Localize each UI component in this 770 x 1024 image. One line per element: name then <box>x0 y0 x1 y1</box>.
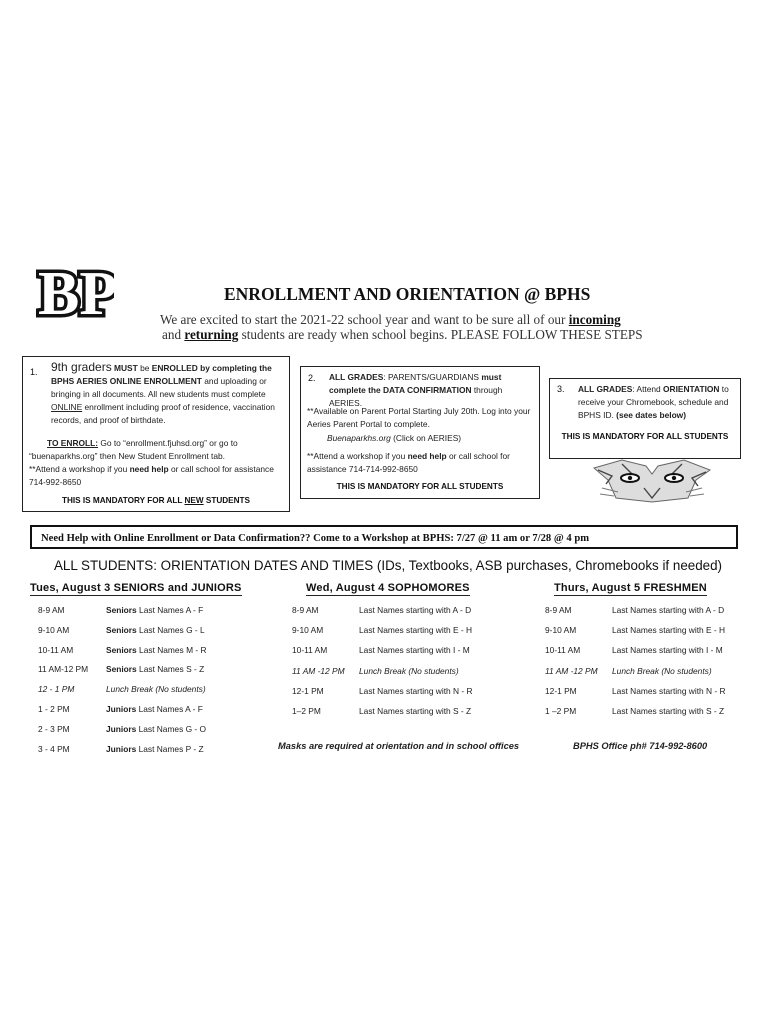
step2-portal: **Available on Parent Portal Starting July 20th. Log into your Aeries Parent Portal to complete. <box>307 406 531 429</box>
step1-online: ONLINE <box>51 402 83 412</box>
schedule-names: Lunch Break (No students) <box>106 684 206 695</box>
step1-enrolled: ENROLLED by completing the BPHS AERIES ONLINE ENROLLMENT <box>51 363 272 386</box>
step3-number: 3. <box>557 384 565 394</box>
office-phone: BPHS Office ph# 714-992-8600 <box>573 741 708 751</box>
step3-text-a: : Attend <box>632 384 664 394</box>
schedule-time: 11 AM -12 PM <box>292 665 345 676</box>
intro-returning: returning <box>184 327 239 342</box>
wolf-eyes-icon <box>592 458 712 504</box>
step2-site <box>327 432 461 445</box>
schedule-desc <box>106 724 206 734</box>
schedule-class: Juniors <box>106 743 137 754</box>
step1-mand-a: THIS IS MANDATORY FOR ALL <box>61 496 185 505</box>
bp-monogram-logo <box>36 264 114 348</box>
step2-site-note: (Click on AERIES) <box>390 433 462 443</box>
step2-workshop-a: **Attend a workshop if you <box>307 451 408 461</box>
step1-body <box>51 361 283 427</box>
schedule-names: Last Names G - L <box>136 624 205 635</box>
step2-all-grades: ALL GRADES <box>329 372 384 382</box>
step2-text-a: : PARENTS/GUARDIANS <box>383 372 482 382</box>
schedule-time: 8-9 AM <box>38 605 65 615</box>
step1-workshop-c: or call school for assistance 714-992-8650 <box>29 464 274 487</box>
schedule-desc <box>106 744 204 754</box>
logo-letter-b: BP <box>38 264 114 328</box>
step1-mandatory <box>23 496 289 505</box>
schedule-names: Last Names starting with S - Z <box>612 706 725 716</box>
schedule-time: 9-10 AM <box>292 625 324 636</box>
step2-box <box>300 366 540 499</box>
schedule-names: Last Names starting with S - Z <box>359 706 472 716</box>
schedule-names: Lunch Break (No students) <box>612 665 712 676</box>
step3-box <box>549 378 741 459</box>
schedule-time: 9-10 AM <box>545 625 577 636</box>
schedule-class: Seniors <box>106 605 137 615</box>
schedule-desc <box>106 645 207 655</box>
intro-text <box>160 312 680 342</box>
step2-number: 2. <box>308 373 316 383</box>
schedule-time: 1–2 PM <box>292 706 321 716</box>
step1-number: 1. <box>30 367 38 377</box>
day-header-wednesday: Wed, August 4 SOPHOMORES <box>306 582 470 594</box>
schedule-time: 11 AM -12 PM <box>545 665 598 676</box>
intro-incoming: incoming <box>568 312 621 327</box>
step1-workshop-b: need help <box>129 464 169 474</box>
schedule-names: Last Names P - Z <box>136 743 204 754</box>
schedule-names: Last Names A - F <box>136 704 203 714</box>
step3-see-dates: (see dates below) <box>616 410 686 420</box>
step1-text-b: enrollment including proof of residence, vaccination records, and proof of birthdate. <box>51 402 275 425</box>
schedule-time: 10-11 AM <box>545 645 581 656</box>
schedule-desc <box>612 666 712 676</box>
step2-workshop-c: or call school for assistance 714-714-992-8650 <box>307 451 510 474</box>
schedule-desc <box>106 664 204 674</box>
schedule-names: Last Names starting with E - H <box>359 625 473 636</box>
step3-body <box>578 383 734 422</box>
schedule-time: 8-9 AM <box>545 605 572 615</box>
wolf-mascot <box>592 458 712 504</box>
schedule-desc <box>106 704 203 714</box>
schedule-class: Juniors <box>106 704 137 714</box>
step1-workshop-a: **Attend a workshop if you <box>29 464 130 474</box>
step1-text-a: and uploading or bringing in all documents. All new students must complete <box>51 376 267 399</box>
page-title: ENROLLMENT AND ORIENTATION @ BPHS <box>224 284 591 304</box>
schedule-desc <box>612 625 725 635</box>
schedule-names: Last Names starting with E - H <box>612 625 726 636</box>
schedule-time: 9-10 AM <box>38 624 70 635</box>
schedule-desc <box>359 625 472 635</box>
step1-mand-b: NEW <box>184 496 204 505</box>
schedule-desc <box>359 686 473 696</box>
schedule-desc <box>359 706 471 716</box>
step2-text-b: through AERIES. <box>329 385 503 408</box>
schedule-names: Last Names starting with N - R <box>359 685 473 696</box>
schedule-time: 10-11 AM <box>292 645 328 656</box>
step1-lead: 9th graders <box>51 360 112 374</box>
intro-line1: We are excited to start the 2021-22 school year and want to be sure all of our <box>160 312 569 327</box>
schedule-names: Lunch Break (No students) <box>359 665 459 676</box>
schedule-desc <box>612 706 724 716</box>
schedule-class: Juniors <box>106 723 137 734</box>
intro-line2a: and <box>162 327 185 342</box>
step1-mand-c: STUDENTS <box>203 496 251 505</box>
schedule-class: Seniors <box>106 644 137 655</box>
schedule-time: 8-9 AM <box>292 605 319 615</box>
schedule-desc <box>359 666 459 676</box>
schedule-names: Last Names starting with A - D <box>359 605 472 615</box>
schedule-desc <box>359 605 471 615</box>
step2-site-link[interactable]: Buenaparkhs.org <box>327 433 391 443</box>
step3-all-grades: ALL GRADES <box>578 384 633 394</box>
schedule-desc <box>612 645 723 655</box>
step1-enroll <box>29 437 285 489</box>
schedule-names: Last Names starting with I - M <box>359 645 470 656</box>
schedule-desc <box>612 686 726 696</box>
schedule-time: 12-1 PM <box>545 685 577 696</box>
schedule-time: 12 - 1 PM <box>38 684 75 695</box>
step1-to-enroll: TO ENROLL: <box>47 438 99 448</box>
step1-must: MUST <box>114 363 138 373</box>
step1-enroll-text: Go to “enrollment.fjuhsd.org” or go to “buenaparkhs.org” then New Student Enrollment tab. <box>29 438 238 461</box>
step2-workshop <box>307 450 533 476</box>
intro-line2c: students are ready when school begins. PLEASE FOLLOW THESE STEPS <box>238 327 643 342</box>
schedule-names: Last Names starting with I - M <box>612 645 723 656</box>
schedule-time: 11 AM-12 PM <box>38 664 89 675</box>
schedule-desc <box>359 645 470 655</box>
schedule-time: 10-11 AM <box>38 644 74 655</box>
masks-note: Masks are required at orientation and in school offices <box>278 741 520 751</box>
step2-must: must complete the DATA CONFIRMATION <box>329 372 502 395</box>
schedule-time: 3 - 4 PM <box>38 743 70 754</box>
schedule-desc <box>106 605 203 615</box>
schedule-desc <box>106 684 206 694</box>
workshop-banner: Need Help with Online Enrollment or Data Confirmation?? Come to a Workshop at BPHS: 7/27 @ 11 am or 7/28 @ 4 pm <box>30 525 738 549</box>
schedule-desc <box>612 605 724 615</box>
schedule-time: 1 –2 PM <box>545 706 577 716</box>
bp-logo <box>36 264 114 348</box>
schedule-time: 12-1 PM <box>292 685 324 696</box>
schedule-names: Last Names starting with N - R <box>612 685 726 696</box>
schedule-time: 1 - 2 PM <box>38 704 70 714</box>
schedule-time: 2 - 3 PM <box>38 723 70 734</box>
day-header-tuesday: Tues, August 3 SENIORS and JUNIORS <box>30 582 242 594</box>
step3-mandatory: THIS IS MANDATORY FOR ALL STUDENTS <box>561 432 729 441</box>
schedule-names: Last Names starting with A - D <box>612 605 725 615</box>
step3-orientation: ORIENTATION <box>663 384 720 394</box>
schedule-names: Last Names G - O <box>136 723 207 734</box>
schedule-names: Last Names A - F <box>136 605 204 615</box>
step1-be: be <box>137 363 152 373</box>
schedule-class: Seniors <box>106 624 137 635</box>
schedule-names: Last Names M - R <box>136 644 207 655</box>
schedule-names: Last Names S - Z <box>136 664 205 675</box>
day-header-thursday: Thurs, August 5 FRESHMEN <box>554 582 707 594</box>
section-title: ALL STUDENTS: ORIENTATION DATES AND TIMES (IDs, Textbooks, ASB purchases, Chromebooks if needed) <box>54 558 723 573</box>
step2-mandatory: THIS IS MANDATORY FOR ALL STUDENTS <box>336 482 504 491</box>
step3-text-b: to receive your Chromebook, schedule and BPHS ID. <box>578 384 729 420</box>
schedule-class: Seniors <box>106 664 137 675</box>
step1-box <box>22 356 290 512</box>
step2-workshop-b: need help <box>407 451 447 461</box>
schedule-desc <box>106 625 205 635</box>
